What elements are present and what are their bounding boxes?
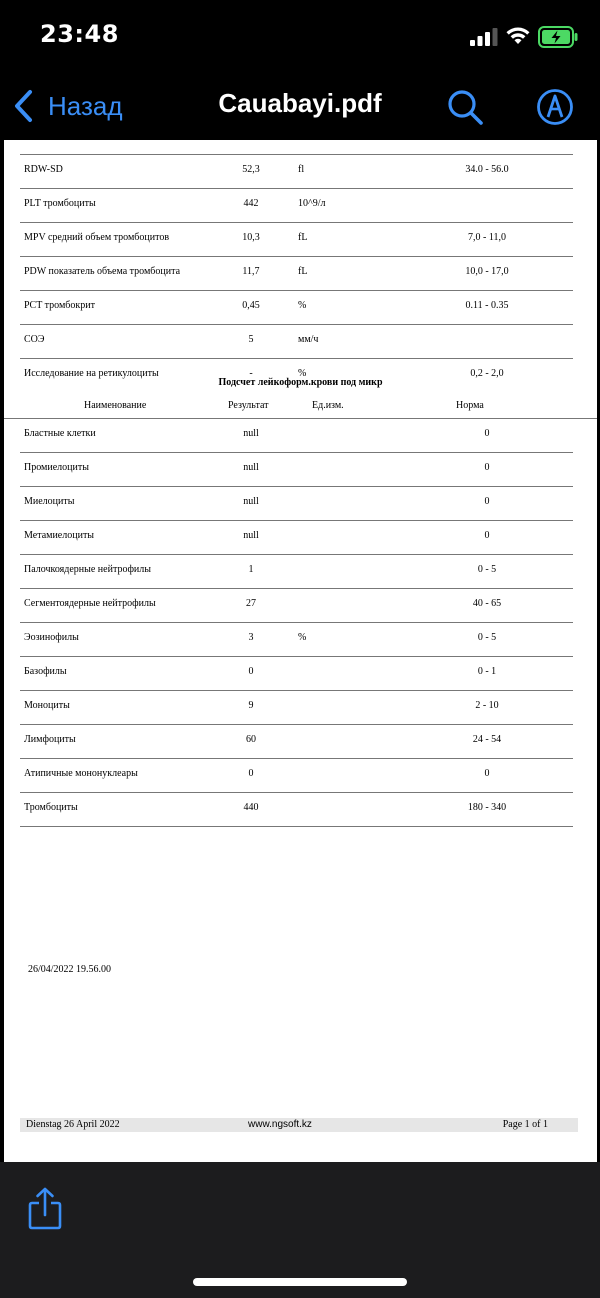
table-row <box>20 222 573 256</box>
row-unit: fl <box>298 164 305 175</box>
row-name: Лимфоциты <box>24 734 76 745</box>
row-name: Миелоциты <box>24 496 75 507</box>
row-result: 442 <box>243 198 259 209</box>
bottom-toolbar <box>0 1162 600 1298</box>
row-result: 440 <box>243 802 259 813</box>
status-bar <box>0 0 600 74</box>
row-name: Бластные клетки <box>24 428 96 439</box>
markup-pen-icon[interactable] <box>536 88 574 126</box>
row-norm: 0 <box>484 428 490 439</box>
report-timestamp: 26/04/2022 19.56.00 <box>28 964 112 975</box>
footer-site: www.ngsoft.kz <box>248 1119 312 1130</box>
row-norm: 180 - 340 <box>467 802 507 813</box>
row-result: 9 <box>248 700 254 711</box>
row-name: Метамиелоциты <box>24 530 95 541</box>
row-name: Тромбоциты <box>24 802 78 813</box>
table-row <box>20 724 573 758</box>
row-result: null <box>243 428 259 439</box>
row-unit: мм/ч <box>298 334 319 345</box>
table-end-rule <box>20 826 573 827</box>
row-norm: 0 <box>484 496 490 507</box>
row-result: 0,45 <box>242 300 260 311</box>
footer-date: Dienstag 26 April 2022 <box>26 1119 120 1130</box>
table-row <box>20 418 573 452</box>
header-norm: Норма <box>456 400 484 411</box>
page-footer <box>20 1118 578 1132</box>
cellular-signal-icon <box>470 28 498 46</box>
row-norm: 2 - 10 <box>475 700 499 711</box>
search-icon[interactable] <box>446 88 484 126</box>
row-norm: 24 - 54 <box>472 734 502 745</box>
row-unit: % <box>298 632 307 643</box>
chevron-left-icon <box>12 89 34 123</box>
row-name: PDW показатель объема тромбоцита <box>24 266 181 277</box>
row-result: 5 <box>248 334 254 345</box>
status-time: 23:48 <box>40 20 119 48</box>
row-norm: 40 - 65 <box>472 598 502 609</box>
document-title: Cauabayi.pdf <box>218 88 382 118</box>
row-norm: 0 - 5 <box>477 632 497 643</box>
back-label: Назад <box>48 90 123 121</box>
row-result: null <box>243 496 259 507</box>
row-name: MPV средний объем тромбоцитов <box>24 232 170 243</box>
table-row <box>20 690 573 724</box>
wifi-icon <box>505 24 531 46</box>
battery-icon <box>538 26 578 48</box>
home-indicator <box>193 1278 407 1286</box>
row-name: PCT тромбокрит <box>24 300 95 311</box>
row-result: - <box>249 368 253 379</box>
table-row <box>20 256 573 290</box>
pdf-page[interactable] <box>4 140 597 1162</box>
row-name: PLT тромбоциты <box>24 198 96 209</box>
row-result: null <box>243 530 259 541</box>
row-norm: 0 - 1 <box>477 666 497 677</box>
row-result: 3 <box>248 632 254 643</box>
footer-page-number: Page 1 of 1 <box>502 1119 548 1130</box>
row-name: Сегментоядерные нейтрофилы <box>24 598 156 609</box>
back-button[interactable] <box>12 86 123 126</box>
row-unit: % <box>298 368 307 379</box>
row-unit: fL <box>298 266 308 277</box>
table-row <box>20 486 573 520</box>
table-row <box>20 290 573 324</box>
row-norm: 0 <box>484 768 490 779</box>
table-row <box>20 452 573 486</box>
header-name: Наименование <box>84 400 147 411</box>
table-row <box>20 554 573 588</box>
table-row <box>20 792 573 826</box>
row-result: 11,7 <box>242 266 260 277</box>
row-result: 52,3 <box>242 164 260 175</box>
row-result: 1 <box>248 564 254 575</box>
row-norm: 0 <box>484 530 490 541</box>
row-norm: 7,0 - 11,0 <box>468 232 506 243</box>
row-name: Палочкоядерные нейтрофилы <box>24 564 151 575</box>
section-title: Подсчет лейкоформ.крови под микр <box>218 377 383 388</box>
row-unit: fL <box>298 232 308 243</box>
row-result: 60 <box>246 734 256 745</box>
header-unit: Ед.изм. <box>312 400 344 411</box>
table-row <box>20 154 573 188</box>
row-name: Исследование на ретикулоциты <box>24 368 159 379</box>
row-name: RDW-SD <box>24 164 63 175</box>
share-icon[interactable] <box>26 1186 64 1230</box>
table-row <box>20 188 573 222</box>
row-norm: 0.11 - 0.35 <box>465 300 509 311</box>
row-norm: 0 <box>484 462 490 473</box>
row-result: 27 <box>246 598 256 609</box>
table-row <box>20 520 573 554</box>
row-unit: % <box>298 300 307 311</box>
row-norm: 34.0 - 56.0 <box>465 164 509 175</box>
header-result: Результат <box>228 400 269 411</box>
row-result: 0 <box>248 768 254 779</box>
row-result: null <box>243 462 259 473</box>
row-norm: 0,2 - 2,0 <box>470 368 504 379</box>
row-result: 10,3 <box>242 232 260 243</box>
table-row <box>20 622 573 656</box>
row-name: Моноциты <box>24 700 70 711</box>
row-norm: 10,0 - 17,0 <box>465 266 509 277</box>
row-result: 0 <box>248 666 254 677</box>
navigation-bar <box>0 74 600 140</box>
row-name: Промиелоциты <box>24 462 89 473</box>
row-unit: 10^9/л <box>298 198 326 209</box>
row-norm: 0 - 5 <box>477 564 497 575</box>
row-name: Эозинофилы <box>24 632 79 643</box>
table-row <box>20 656 573 690</box>
row-name: СОЭ <box>24 334 45 345</box>
row-name: Атипичные мононуклеары <box>24 768 138 779</box>
table-row <box>20 324 573 358</box>
table-row <box>20 588 573 622</box>
table-row <box>20 758 573 792</box>
table-header <box>4 392 597 419</box>
row-name: Базофилы <box>24 666 67 677</box>
